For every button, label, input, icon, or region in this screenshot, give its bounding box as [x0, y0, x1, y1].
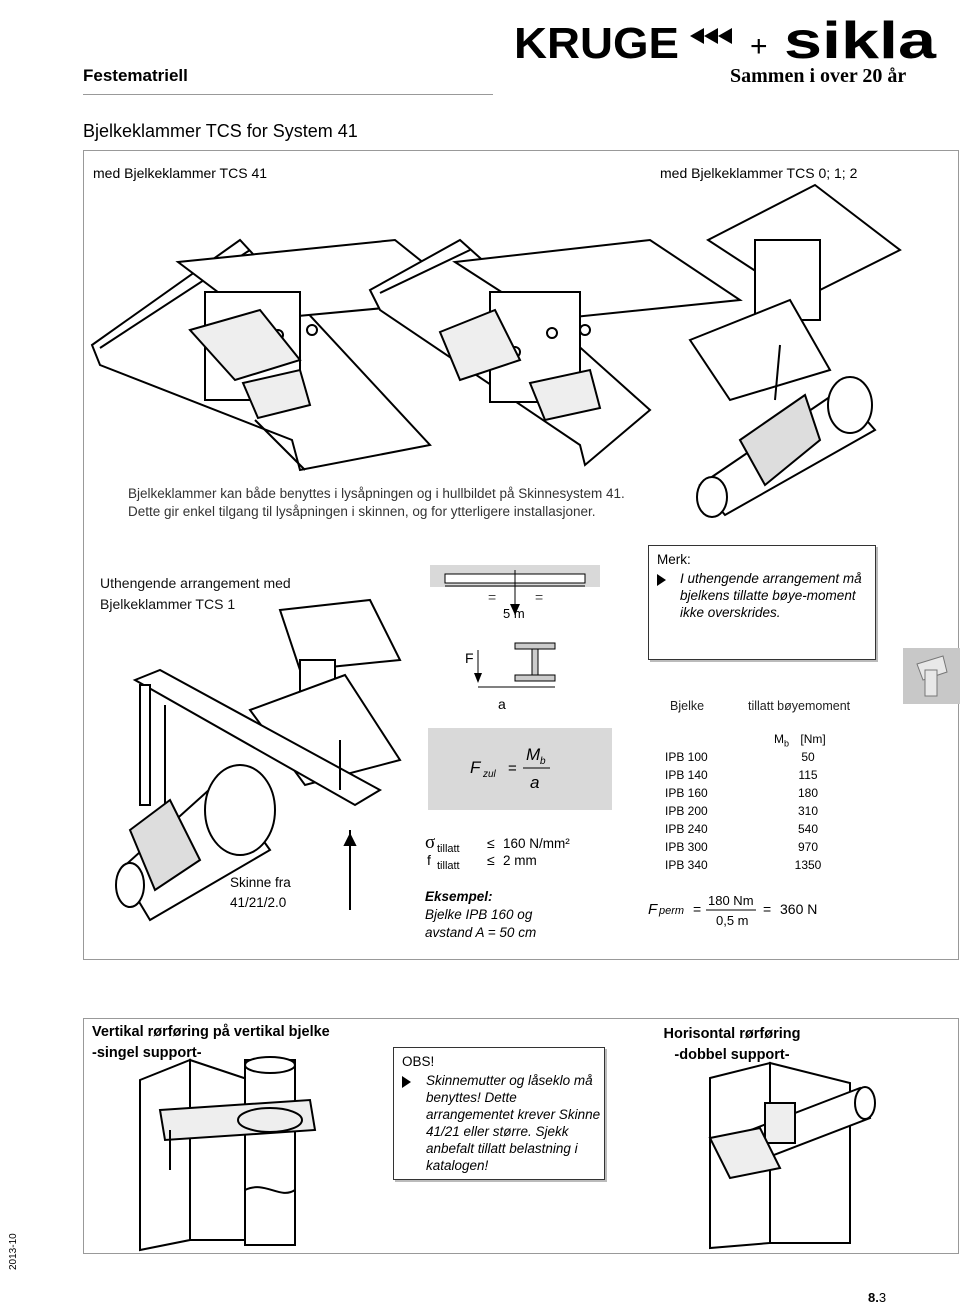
obs-heading: OBS!	[402, 1054, 435, 1069]
beam-cell: IPB 200	[665, 804, 708, 818]
left-variant-label: med Bjelkeklammer TCS 41	[93, 165, 268, 181]
suspended-arrangement-illustration	[100, 590, 420, 920]
rail-label-line-1: Skinne fra	[230, 875, 291, 890]
table-row	[640, 858, 860, 876]
limits	[425, 830, 625, 880]
table-unit	[774, 732, 826, 748]
span-label: 5 m	[503, 606, 525, 621]
result-lhs: F	[648, 901, 658, 918]
sigma-sub: tillatt	[437, 843, 460, 855]
result-formula	[648, 890, 848, 940]
formula	[428, 728, 608, 808]
obs-text: Skinnemutter og låseklo må benyttes! Dette arrangementet krever Skinne 41/21 eller større. Sjekk anbefalt tillatt belastning i katalogen!	[426, 1073, 601, 1173]
arrangement-line-1: Uthengende arrangement med	[100, 575, 291, 591]
formula-lhs: F	[470, 758, 481, 777]
formula-lhs-sub: zul	[483, 769, 496, 780]
vertical-line-1: Vertikal rørføring på vertikal bjelke	[92, 1024, 330, 1040]
unit-symbol: M	[774, 732, 784, 746]
note-box	[648, 545, 876, 660]
formula-den: a	[530, 773, 540, 792]
tagline: Sammen i over 20 år	[730, 65, 907, 87]
formula-num: M	[526, 745, 541, 764]
arrow-right-icon	[657, 574, 666, 586]
description-line-1: Bjelkeklammer kan både benyttes i lysåpningen og i hullbildet på Skinnesystem 41.	[128, 486, 625, 501]
moment-cell: 970	[797, 840, 819, 854]
page-number	[868, 1290, 886, 1305]
table-row	[640, 840, 860, 858]
example-line-2: avstand A = 50 cm	[425, 925, 537, 940]
eq-right: =	[535, 589, 544, 605]
unit-label: [Nm]	[800, 732, 826, 746]
example-block	[425, 888, 536, 942]
section-title: Festematriell	[83, 66, 188, 85]
beam-cell: IPB 240	[665, 822, 708, 836]
moment-cell: 1350	[794, 858, 822, 872]
horizontal-routing-illustration	[690, 1058, 910, 1248]
table-row	[640, 768, 860, 786]
result-lhs-sub: perm	[659, 905, 685, 917]
clamp-thumbnail	[903, 648, 960, 704]
vertical-routing-illustration	[130, 1060, 390, 1250]
vertical-routing-title	[92, 1022, 330, 1064]
moment-cell: 115	[798, 768, 818, 782]
beam-cell: IPB 300	[665, 840, 708, 854]
result-eq-1: =	[693, 901, 702, 917]
leq-2: ≤	[487, 852, 495, 868]
force-diagram	[450, 635, 650, 715]
right-variant-label: med Bjelkeklammer TCS 0; 1; 2	[660, 165, 858, 181]
beam-cell: IPB 140	[665, 768, 708, 782]
arrow-right-icon	[402, 1076, 411, 1088]
example-line-1: Bjelke IPB 160 og	[425, 907, 533, 922]
brand-left: KRUGE	[514, 19, 679, 68]
note-text: I uthengende arrangement må bjelkens tillatte bøye-moment ikke overskrides.	[680, 571, 862, 620]
f-sub: tillatt	[437, 860, 460, 872]
moment-cell: 310	[797, 804, 819, 818]
unit-sub: b	[784, 738, 790, 749]
distance-label: a	[498, 696, 506, 712]
result-num: 180 Nm	[708, 893, 754, 908]
brand-right: sikla	[784, 12, 938, 70]
rail-label	[230, 873, 291, 913]
table-row	[640, 804, 860, 822]
vertical-line-2: -singel support-	[92, 1045, 202, 1061]
clamp-description	[128, 485, 668, 521]
result-den: 0,5 m	[716, 913, 749, 928]
edition-date: 2013-10	[8, 1233, 19, 1270]
result-value: 360 N	[780, 901, 818, 917]
example-heading: Eksempel:	[425, 889, 493, 904]
moment-cell: 540	[797, 822, 819, 836]
table-header-beam: Bjelke	[670, 699, 705, 713]
brand-plus: +	[750, 30, 768, 63]
obs-box	[393, 1047, 605, 1180]
rail-label-line-2: 41/21/2.0	[230, 895, 287, 910]
horizontal-line-2: -dobbel support-	[674, 1047, 790, 1063]
description-line-2: Dette gir enkel tilgang til lysåpningen i skinnen, og for ytterligere installasjoner.	[128, 504, 596, 519]
page-title: Bjelkeklammer TCS for System 41	[83, 121, 358, 141]
page-number-rest: 3	[878, 1290, 887, 1305]
moment-cell: 180	[797, 786, 819, 800]
beam-cell: IPB 100	[665, 750, 708, 764]
beam-cell: IPB 340	[665, 858, 708, 872]
arrangement-line-2: Bjelkeklammer TCS 1	[100, 596, 236, 612]
table-row	[640, 822, 860, 840]
sigma-value: 160 N/mm²	[503, 836, 570, 851]
sigma-symbol: σ	[425, 832, 436, 853]
leq-1: ≤	[487, 835, 495, 851]
horizontal-line-1: Horisontal rørføring	[663, 1026, 801, 1042]
table-row	[640, 750, 860, 768]
eq-left: =	[488, 589, 497, 605]
moment-cell: 50	[801, 750, 815, 764]
page-number-bold: 8.	[868, 1290, 879, 1305]
table-header-moment: tillatt bøyemoment	[748, 699, 851, 713]
note-heading: Merk:	[657, 552, 691, 567]
beam-cell: IPB 160	[665, 786, 708, 800]
rail-clamp-illustration	[0, 0, 960, 500]
beam-span-diagram	[425, 560, 625, 620]
f-symbol: f	[427, 852, 431, 868]
formula-num-sub: b	[540, 756, 546, 767]
table-row	[640, 786, 860, 804]
result-eq-2: =	[763, 901, 772, 917]
f-value: 2 mm	[503, 853, 537, 868]
formula-eq: =	[508, 760, 517, 777]
force-label: F	[465, 650, 474, 666]
